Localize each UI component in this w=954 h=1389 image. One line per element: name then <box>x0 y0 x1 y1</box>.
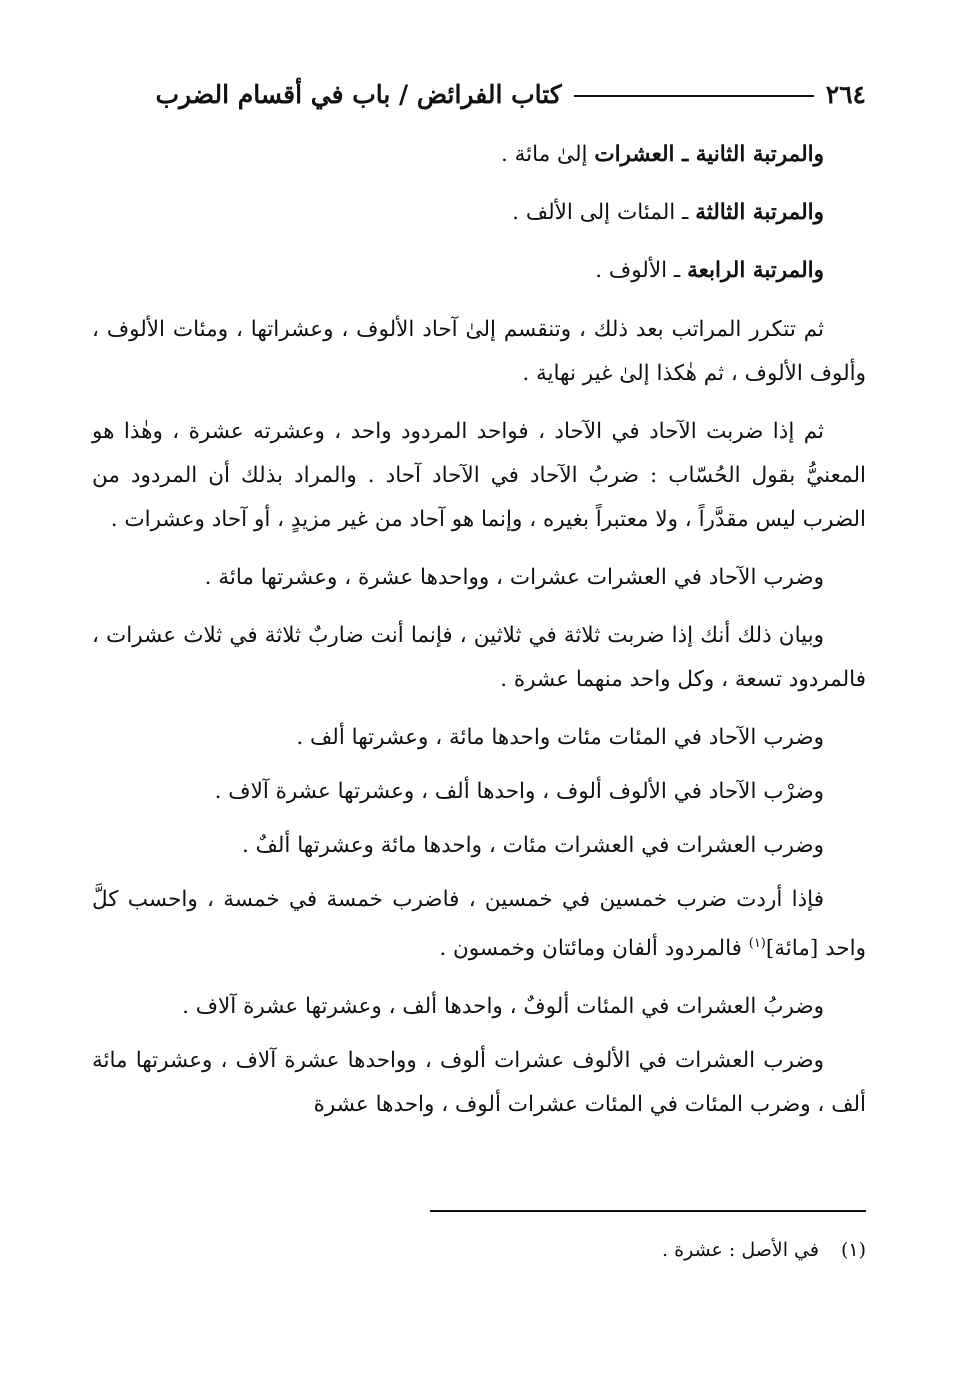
paragraph: وضربُ العشرات في المئات ألوفٌ ، واحدها ألف ، وعشرتها عشرة آلاف . <box>182 994 824 1020</box>
rank-line <box>92 242 866 300</box>
rank-line <box>92 184 866 242</box>
rank-line <box>92 126 866 184</box>
rank-label: والمرتبة الثالثة <box>695 200 824 225</box>
footnote-reference[interactable]: (١) <box>748 936 766 951</box>
rank-label: والمرتبة الرابعة <box>687 258 824 283</box>
paragraph-text: فالمردود ألفان ومائتان وخمسون . <box>439 936 749 962</box>
paragraph: وضرب العشرات في الألوف عشرات ألوف ، وواحدها عشرة آلاف ، وعشرتها مائة ألف ، وضرب المئات في المئات عشرات ألوف ، واحدها عشرة <box>92 1048 866 1118</box>
paragraph: ثم تتكرر المراتب بعد ذلك ، وتنقسم إلىٰ آحاد الألوف ، وعشراتها ، ومئات الألوف ، وألوف الألوف ، ثم هٰكذا إلىٰ غير نهاية . <box>92 317 866 386</box>
page-body <box>92 126 866 1127</box>
running-title: كتاب الفرائض / باب في أقسام الضرب <box>155 79 562 109</box>
footnote <box>92 1232 866 1268</box>
paragraph-with-footnote <box>92 878 866 971</box>
paragraph: وضرب الآحاد في العشرات عشرات ، وواحدها عشرة ، وعشرتها مائة . <box>204 565 824 590</box>
paragraph-text: فإذا أردت ضرب خمسين في خمسين ، فاضرب خمسة في خمسة ، واحسب كلَّ واحد [مائة] <box>92 887 866 962</box>
paragraph: وضرب الآحاد في المئات مئات واحدها مائة ، وعشرتها ألف . <box>296 725 824 750</box>
footnote-text: في الأصل : عشرة . <box>662 1239 819 1261</box>
footnote-number: (١) <box>840 1239 866 1261</box>
book-page <box>92 70 866 1320</box>
rank-text: إلىٰ مائة . <box>500 142 595 167</box>
paragraph: وضرْب الآحاد في الألوف ألوف ، واحدها ألف ، وعشرتها عشرة آلاف . <box>214 779 824 804</box>
header-rule <box>574 95 814 97</box>
page-number: ٢٦٤ <box>825 79 866 109</box>
page-header <box>92 70 866 118</box>
footnote-separator <box>430 1210 866 1212</box>
paragraph: ثم إذا ضربت الآحاد في الآحاد ، فواحد المردود واحد ، وعشرته عشرة ، وهٰذا هو المعنيُّ بقول الحُسّاب : ضربُ الآحاد في الآحاد آحاد . والمراد بذلك أن المردود من الضرب ليس مقدَّراً ، ولا معتبراً بغيره ، وإنما هو آحاد من غير مزيدٍ ، أو آحاد وعشرات . <box>92 419 866 532</box>
paragraph: وضرب العشرات في العشرات مئات ، واحدها مائة وعشرتها ألفٌ . <box>241 833 824 858</box>
rank-label: والمرتبة الثانية ـ العشرات <box>594 142 824 167</box>
paragraph: وبيان ذلك أنك إذا ضربت ثلاثة في ثلاثين ، فإنما أنت ضاربٌ ثلاثة في ثلاث عشرات ، فالمردود تسعة ، وكل واحد منهما عشرة . <box>92 623 866 692</box>
rank-text: ـ المئات إلى الألف . <box>512 200 696 225</box>
rank-text: ـ الألوف . <box>595 258 688 283</box>
